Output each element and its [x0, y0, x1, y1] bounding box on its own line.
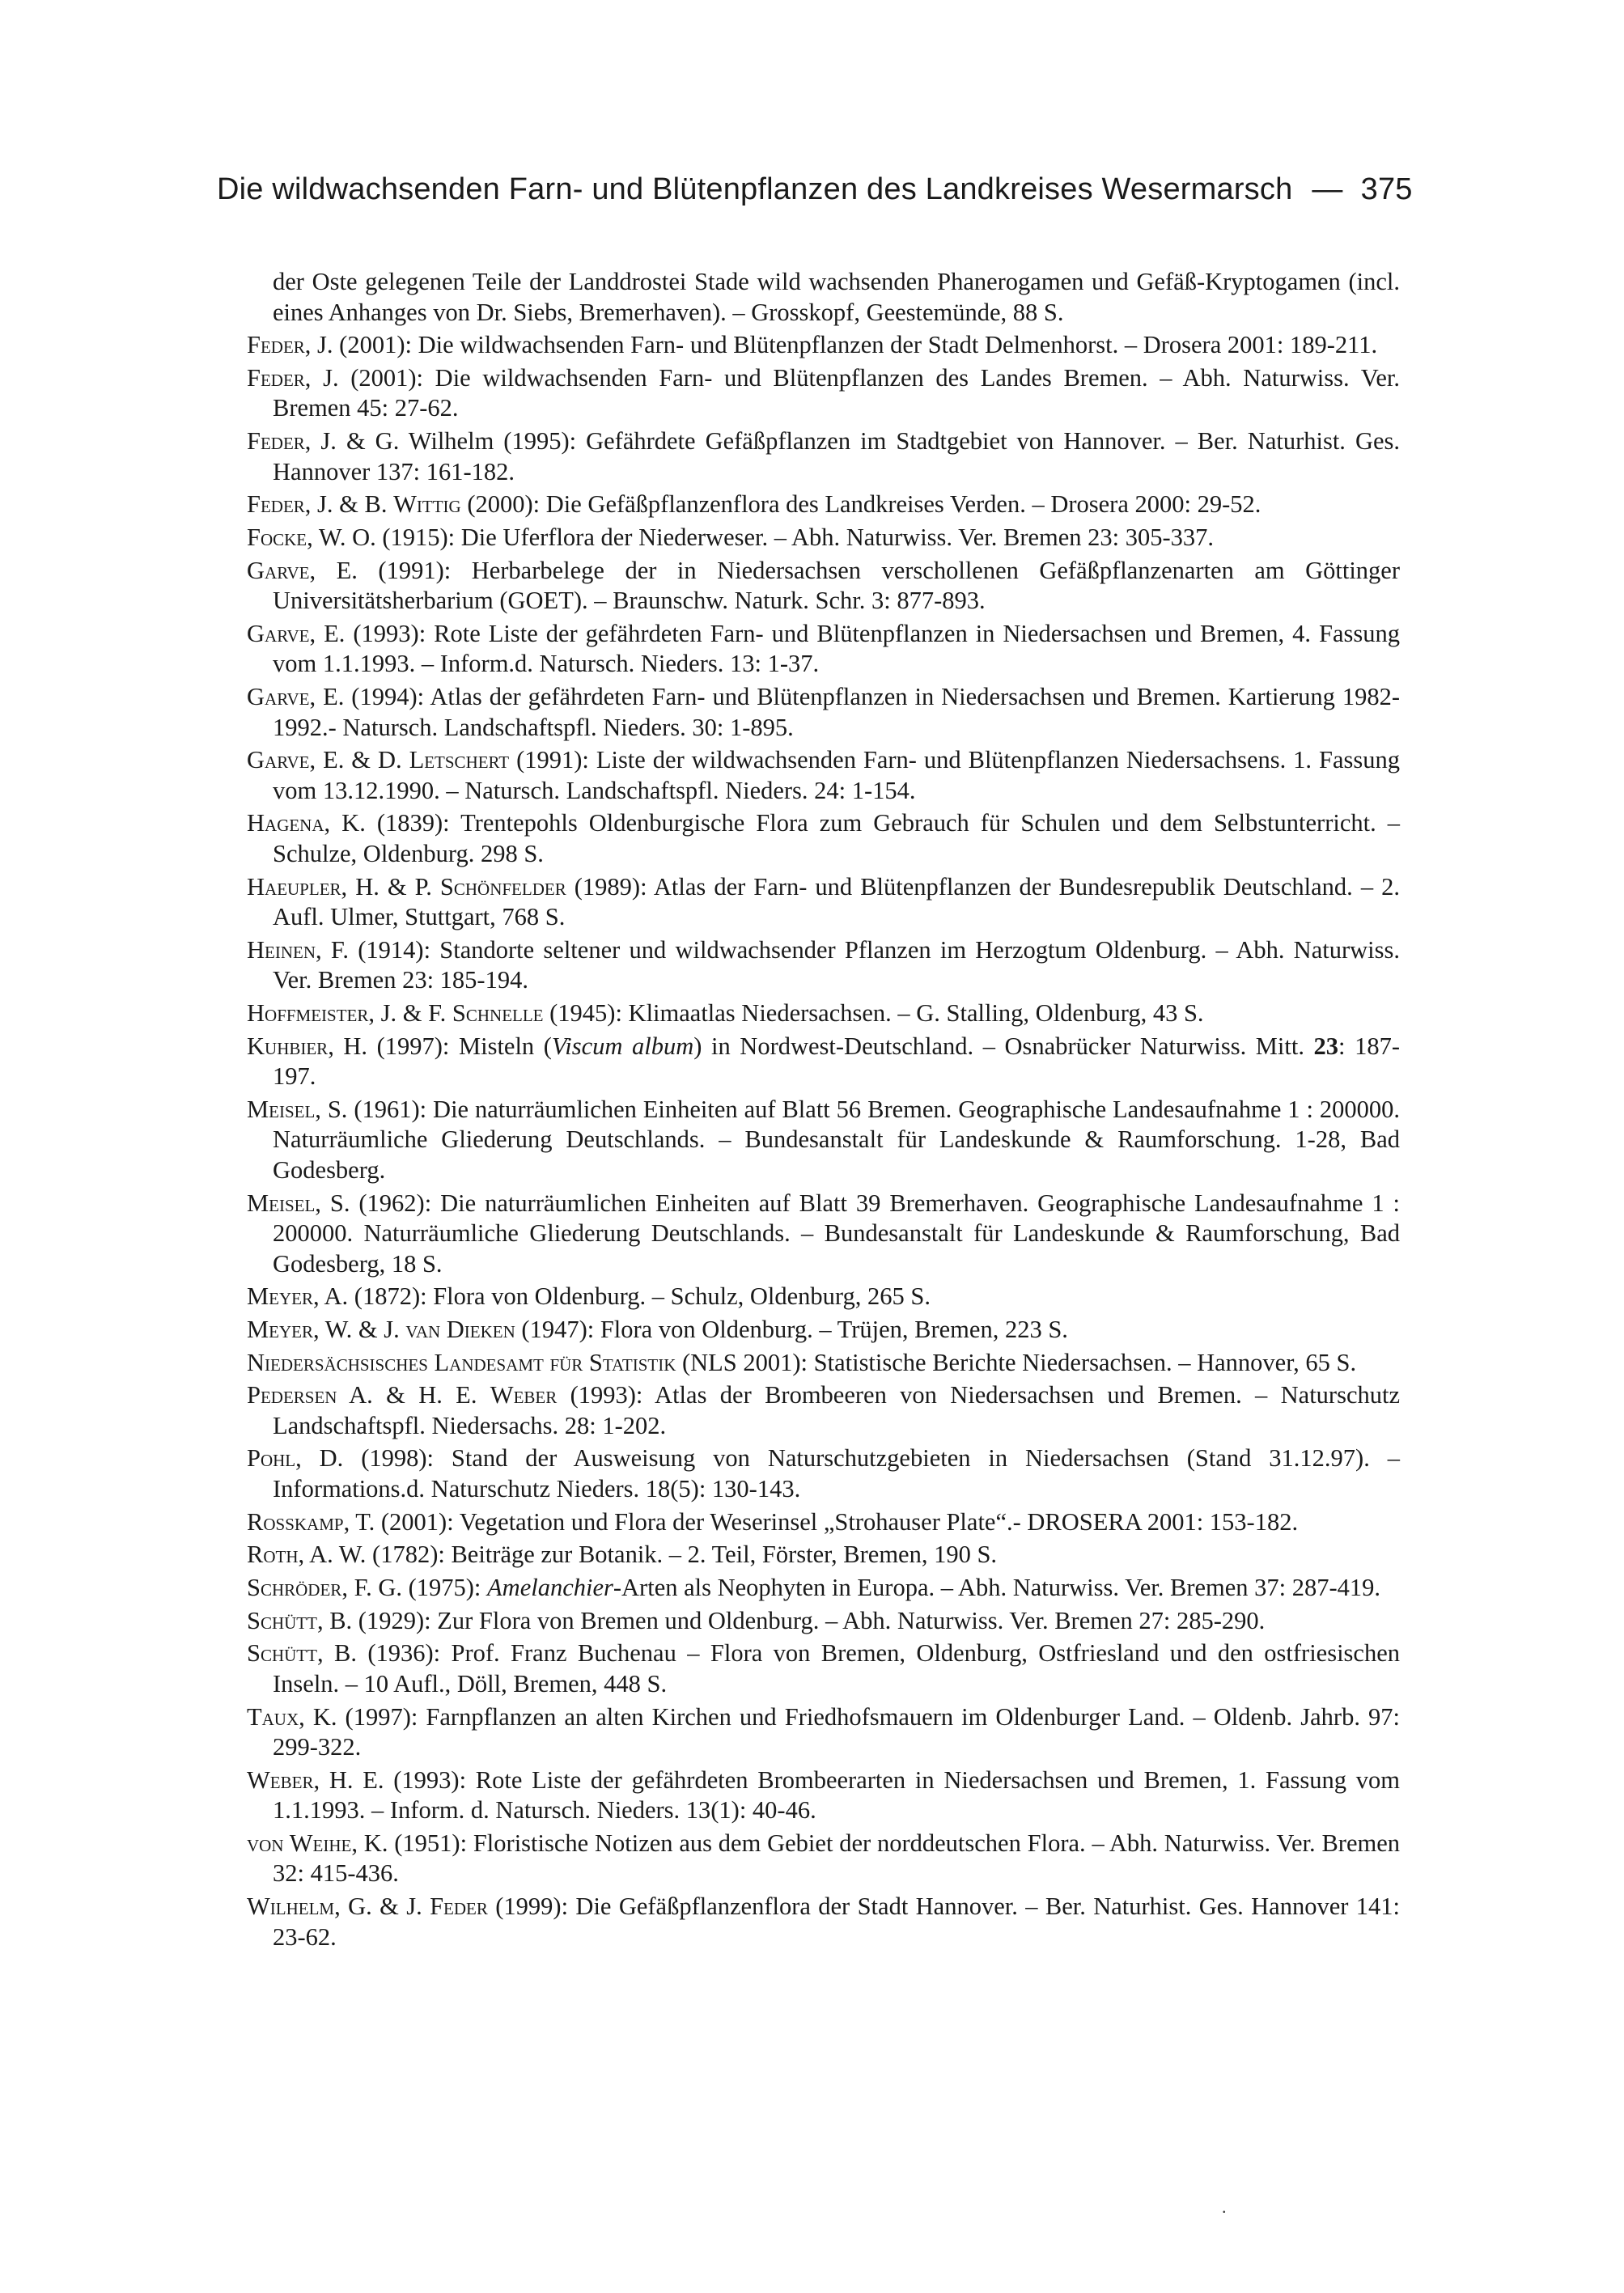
reference-text: , B. (1936): Prof. Franz Buchenau – Flora von Bremen, Oldenburg, Ostfriesland und den ostfriesischen Inseln. – 10 Aufl., Döll, Bremen, 448 S. [273, 1639, 1400, 1697]
reference-text: (NLS 2001): Statistische Berichte Niedersachsen. – Hannover, 65 S. [676, 1348, 1357, 1376]
reference-author: Feder [247, 363, 305, 392]
reference-entry [247, 1282, 1400, 1312]
reference-entry [247, 1032, 1400, 1092]
reference-author: Haeupler [247, 872, 341, 901]
reference-text: , J. (2001): Die wildwachsenden Farn- und Blütenpflanzen des Landes Bremen. – Abh. Naturwiss. Ver. Bremen 45: 27-62. [273, 363, 1400, 422]
reference-entry [247, 1315, 1400, 1346]
reference-text: ) in Nordwest-Deutschland. – Osnabrücker Naturwiss. Mitt. [693, 1032, 1314, 1060]
reference-text: , B. (1929): Zur Flora von Bremen und Oldenburg. – Abh. Naturwiss. Ver. Bremen 27: 285-290. [316, 1606, 1266, 1634]
reference-author: von Weihe [247, 1829, 352, 1857]
reference-entry [247, 1540, 1400, 1570]
reference-author: Pedersen [247, 1381, 337, 1409]
running-head-title: Die wildwachsenden Farn- und Blütenpflanzen des Landkreises Wesermarsch [217, 172, 1293, 206]
reference-author: Garve [247, 619, 310, 647]
reference-text: , S. (1961): Die naturräumlichen Einheiten auf Blatt 56 Bremen. Geographische Landesaufnahme 1 : 200000. Naturräumliche Gliederung Deutschlands. – Bundesanstalt für Landeskunde & Raumforschung. 1-28, Bad Godesberg. [273, 1095, 1400, 1184]
reference-entry [247, 1348, 1400, 1379]
reference-entry [247, 1892, 1400, 1952]
reference-author: Schütt [247, 1639, 317, 1668]
reference-list [247, 267, 1400, 1955]
reference-author: Focke [247, 523, 307, 551]
reference-text: , H. (1997): Misteln ( [328, 1032, 552, 1060]
reference-entry [247, 490, 1400, 520]
reference-entry [247, 872, 1400, 933]
reference-entry [247, 1829, 1400, 1889]
reference-taxon: Amelanchier [487, 1574, 613, 1601]
reference-entry [247, 808, 1400, 869]
reference-text: , A. (1872): Flora von Oldenburg. – Schulz, Oldenburg, 265 S. [312, 1282, 931, 1311]
reference-text: (1993): Atlas der Brombeeren von Niedersachsen und Bremen. – Naturschutz Landschaftspfl. Niedersachs. 28: 1-202. [273, 1381, 1400, 1439]
stray-mark: . [1222, 2197, 1227, 2217]
reference-text: (1989): Atlas der Farn- und Blütenpflanzen der Bundesrepublik Deutschland. – 2. Aufl. Ulmer, Stuttgart, 768 S. [273, 872, 1400, 931]
reference-entry [247, 330, 1400, 361]
reference-text: A. & H. E. [337, 1381, 490, 1409]
reference-text: , J. & B. [304, 490, 394, 519]
reference-entry [247, 1702, 1400, 1763]
reference-coauthor: Wittig [393, 490, 461, 519]
reference-coauthor: Weber [490, 1381, 558, 1409]
reference-author: Meyer [247, 1315, 313, 1343]
reference-text: , E. & D. [309, 746, 409, 774]
reference-text: , J. (2001): Die wildwachsenden Farn- und Blütenpflanzen der Stadt Delmenhorst. – Drosera 2001: 189-211. [304, 331, 1378, 359]
reference-text: , W. O. (1915): Die Uferflora der Niederweser. – Abh. Naturwiss. Ver. Bremen 23: 305-337. [307, 523, 1215, 551]
reference-volume: 23 [1313, 1032, 1339, 1060]
reference-author: Schütt [247, 1606, 317, 1634]
reference-text: -Arten als Neophyten in Europa. – Abh. Naturwiss. Ver. Bremen 37: 287-419. [613, 1574, 1381, 1601]
running-head [217, 170, 1414, 209]
reference-author: Taux [247, 1702, 299, 1731]
reference-entry [247, 682, 1400, 743]
reference-author: Meyer [247, 1282, 313, 1311]
running-head-separator: — [1312, 172, 1343, 206]
reference-entry [247, 1189, 1400, 1280]
reference-entry [247, 1443, 1400, 1504]
reference-text: , J. & G. Wilhelm (1995): Gefährdete Gefäßpflanzen im Stadtgebiet von Hannover. – Ber. Naturhist. Ges. Hannover 137: 161-182. [273, 427, 1400, 485]
reference-text: , G. & J. [334, 1892, 430, 1921]
reference-entry [247, 267, 1400, 328]
reference-coauthor: van Dieken [405, 1315, 515, 1343]
reference-author: Pohl [247, 1444, 296, 1473]
reference-coauthor: Letschert [409, 746, 510, 774]
reference-author: Meisel [247, 1189, 316, 1217]
reference-text: , F. (1914): Standorte seltener und wildwachsender Pflanzen im Herzogtum Oldenburg. – Abh. Naturwiss. Ver. Bremen 23: 185-194. [273, 935, 1400, 994]
reference-text: , E. (1994): Atlas der gefährdeten Farn- und Blütenpflanzen in Niedersachsen und Bremen. Kartierung 1982-1992.- Natursch. Landschaftspfl. Nieders. 30: 1-895. [273, 683, 1400, 741]
reference-text: der Oste gelegenen Teile der Landdrostei Stade wild wachsenden Phanerogamen und Gefäß-Kryptogamen (incl. eines Anhanges von Dr. Siebs, Bremerhaven). – Grosskopf, Geestemünde, 88 S. [273, 268, 1400, 326]
reference-entry [247, 1095, 1400, 1186]
reference-author: Garve [247, 556, 310, 584]
reference-text: , J. & F. [368, 998, 452, 1027]
reference-coauthor: Schnelle [452, 998, 544, 1027]
reference-author: Hagena [247, 809, 324, 837]
reference-text: (2000): Die Gefäßpflanzenflora des Landkreises Verden. – Drosera 2000: 29-52. [460, 490, 1261, 519]
reference-entry [247, 363, 1400, 424]
reference-text: , F. G. (1975): [341, 1574, 488, 1601]
reference-entry [247, 1606, 1400, 1637]
reference-text: , K. (1839): Trentepohls Oldenburgische Flora zum Gebrauch für Schulen und dem Selbstunterricht. – Schulze, Oldenburg. 298 S. [273, 809, 1400, 867]
reference-author: Garve [247, 746, 310, 774]
reference-text: , W. & J. [312, 1315, 406, 1343]
reference-text: (1947): Flora von Oldenburg. – Trüjen, Bremen, 223 S. [515, 1315, 1068, 1343]
reference-text: (1999): Die Gefäßpflanzenflora der Stadt Hannover. – Ber. Naturhist. Ges. Hannover 141: 23-62. [273, 1892, 1400, 1951]
reference-entry [247, 556, 1400, 617]
reference-coauthor: Schönfelder [439, 872, 566, 901]
reference-author: Kuhbier [247, 1032, 329, 1060]
reference-text: : 187-197. [273, 1032, 1400, 1091]
reference-author: Feder [247, 490, 305, 519]
reference-entry [247, 745, 1400, 806]
reference-text: , H. E. (1993): Rote Liste der gefährdeten Brombeerarten in Niedersachsen und Bremen, 1. Fassung vom 1.1.1993. – Inform. d. Natursch. Nieders. 13(1): 40-46. [273, 1765, 1400, 1825]
reference-author: Weber [247, 1765, 314, 1794]
reference-author: Wilhelm [247, 1892, 335, 1921]
reference-entry [247, 1765, 1400, 1826]
reference-entry [247, 1573, 1400, 1604]
reference-entry [247, 523, 1400, 553]
reference-entry [247, 1507, 1400, 1538]
reference-entry [247, 935, 1400, 996]
reference-text: , S. (1962): Die naturräumlichen Einheiten auf Blatt 39 Bremerhaven. Geographische Landesaufnahme 1 : 200000. Naturräumliche Gliederung Deutschlands. – Bundesanstalt für Landeskunde & Raumforschung, Bad Godesberg, 18 S. [273, 1189, 1400, 1278]
reference-text: , K. (1997): Farnpflanzen an alten Kirchen und Friedhofsmauern im Oldenburger Land. – Oldenb. Jahrb. 97: 299-322. [273, 1702, 1400, 1761]
reference-entry [247, 619, 1400, 680]
reference-author: Roth [247, 1541, 299, 1569]
reference-text: , E. (1993): Rote Liste der gefährdeten Farn- und Blütenpflanzen in Niedersachsen und Bremen, 4. Fassung vom 1.1.1993. – Inform.d. Natursch. Nieders. 13: 1-37. [273, 619, 1400, 678]
reference-author: Niedersächsisches Landesamt für Statistik [247, 1348, 676, 1376]
reference-taxon: Viscum album [551, 1032, 694, 1060]
reference-text: , H. & P. [341, 872, 440, 901]
reference-coauthor: Feder [430, 1892, 488, 1921]
reference-author: Heinen [247, 935, 316, 964]
reference-text: , K. (1951): Floristische Notizen aus dem Gebiet der norddeutschen Flora. – Abh. Naturwiss. Ver. Bremen 32: 415-436. [273, 1829, 1400, 1888]
reference-author: Hoffmeister [247, 998, 369, 1027]
reference-author: Roßkamp [247, 1507, 344, 1536]
reference-entry [247, 426, 1400, 487]
reference-author: Meisel [247, 1095, 316, 1123]
reference-text: , E. (1991): Herbarbelege der in Niedersachsen verschollenen Gefäßpflanzenarten am Göttinger Universitätsherbarium (GOET). – Braunschw. Naturk. Schr. 3: 877-893. [273, 556, 1400, 615]
reference-author: Schröder [247, 1574, 342, 1601]
reference-author: Feder [247, 427, 305, 456]
reference-text: (1991): Liste der wildwachsenden Farn- und Blütenpflanzen Niedersachsens. 1. Fassung vom 13.12.1990. – Natursch. Landschaftspfl. Nieders. 24: 1-154. [273, 746, 1400, 804]
reference-entry [247, 998, 1400, 1029]
reference-author: Feder [247, 331, 305, 359]
reference-text: , A. W. (1782): Beiträge zur Botanik. – 2. Teil, Förster, Bremen, 190 S. [298, 1541, 998, 1569]
reference-entry [247, 1638, 1400, 1699]
reference-text: (1945): Klimaatlas Niedersachsen. – G. Stalling, Oldenburg, 43 S. [543, 998, 1204, 1027]
reference-text: , D. (1998): Stand der Ausweisung von Naturschutzgebieten in Niedersachsen (Stand 31.12.97). – Informations.d. Naturschutz Nieders. 18(5): 130-143. [273, 1444, 1400, 1503]
page-number: 375 [1360, 172, 1413, 206]
reference-text: , T. (2001): Vegetation und Flora der Weserinsel „Strohauser Plate“.- DROSERA 2001: 153-182. [343, 1507, 1299, 1536]
reference-entry [247, 1380, 1400, 1441]
reference-author: Garve [247, 683, 310, 710]
